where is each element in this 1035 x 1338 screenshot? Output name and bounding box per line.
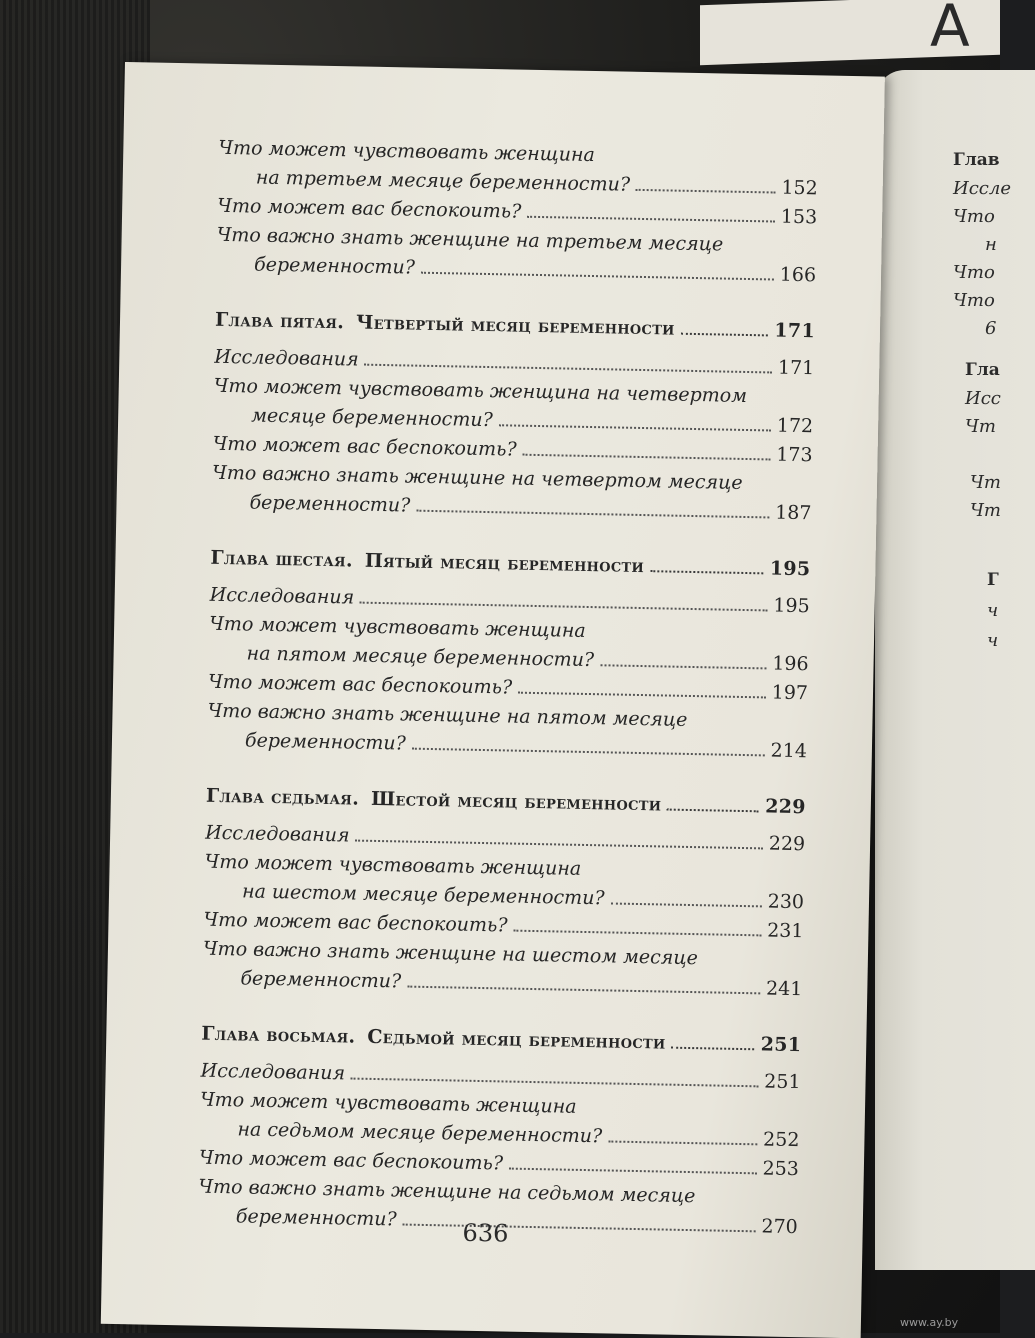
facing-page-fragment: Что [953, 262, 995, 283]
dot-leader [600, 664, 766, 669]
entry-page: 252 [762, 1128, 800, 1152]
dot-leader [416, 510, 769, 519]
entry-text: Что может чувствовать женщина [209, 612, 586, 642]
chapter-title: Четвертый месяц беременности [355, 311, 675, 340]
chapter-page: 229 [765, 795, 807, 819]
facing-page-fragment: 6 [985, 318, 997, 339]
chapter-page: 251 [760, 1033, 802, 1057]
dot-leader [365, 364, 772, 374]
dot-leader [355, 840, 762, 850]
entry-page: 173 [776, 443, 813, 467]
dot-leader [523, 454, 771, 461]
facing-page-fragment: ч [987, 630, 999, 651]
entry-text: Что может чувствовать женщина [204, 850, 582, 880]
entry-page: 214 [770, 739, 808, 763]
chapter-title: Седьмой месяц беременности [367, 1025, 666, 1054]
entry-text: беременности? [253, 253, 416, 279]
watermark: www.ay.by [900, 1316, 959, 1329]
toc-chapter [216, 134, 819, 290]
facing-page-fragment: ч [987, 600, 999, 621]
facing-page-fragment: Чт [970, 500, 1001, 521]
chapter-label: Глава седьмая. [205, 784, 360, 810]
entry-text: Что может вас беспокоить? [198, 1146, 504, 1175]
dot-leader [412, 748, 765, 757]
entry-text: Что важно знать женщине на шестом месяце [202, 937, 699, 970]
chapter-page: 171 [774, 319, 816, 343]
dot-leader [499, 424, 771, 431]
entry-text: Что может чувствовать женщина [199, 1088, 577, 1118]
entry-text: Что важно знать женщине на пятом месяце [207, 699, 688, 731]
dot-leader [509, 1168, 757, 1175]
dot-leader [421, 272, 774, 281]
toc-chapter [198, 1023, 802, 1242]
entry-text: Что может вас беспокоить? [212, 432, 517, 461]
entry-text: на шестом месяце беременности? [241, 880, 605, 910]
chapter-label: Глава шестая. [210, 546, 354, 572]
background-card-letter: А [930, 0, 970, 60]
entry-page: 196 [772, 652, 809, 676]
entry-text: на третьем месяце беременности? [255, 166, 631, 196]
entry-text: Исследования [214, 345, 359, 371]
facing-page-fragment: Гла [965, 360, 1000, 380]
dot-leader [407, 986, 760, 995]
facing-page-fragment: Г [987, 570, 999, 590]
dot-leader [608, 1140, 757, 1145]
dot-leader [518, 692, 766, 699]
facing-page-fragment: Что [953, 206, 995, 227]
entry-text: Исследования [205, 821, 350, 847]
facing-page-fragment: Чт [970, 472, 1001, 493]
chapter-label: Глава восьмая. [201, 1022, 356, 1048]
dot-leader [636, 189, 775, 194]
chapter-title: Шестой месяц беременности [370, 787, 662, 816]
entry-page: 230 [767, 890, 805, 914]
entry-text: Что важно знать женщине на третьем месяце [216, 223, 724, 256]
toc-entry [202, 935, 803, 1005]
entry-page: 197 [771, 681, 809, 705]
entry-page: 153 [780, 205, 818, 229]
table-of-contents [197, 134, 819, 1272]
facing-page-fragment: Чт [965, 416, 996, 437]
entry-text: беременности? [240, 967, 402, 993]
entry-text: Что важно знать женщине на седьмом месяце [198, 1175, 696, 1208]
toc-entry [207, 697, 808, 767]
chapter-page: 195 [769, 557, 811, 581]
entry-page: 152 [781, 176, 818, 200]
dot-leader [671, 1047, 754, 1051]
facing-page [875, 70, 1035, 1270]
toc-chapter [202, 785, 806, 1004]
page-number: 636 [462, 1218, 509, 1248]
book-page [101, 62, 885, 1338]
chapter-title: Пятый месяц беременности [364, 549, 645, 578]
facing-page-fragment: н [985, 234, 997, 255]
entry-text: на пятом месяце беременности? [246, 642, 595, 672]
dot-leader [681, 333, 769, 337]
entry-text: Что может вас беспокоить? [207, 670, 513, 699]
toc-entry [216, 221, 817, 291]
chapter-label: Глава пятая. [214, 308, 345, 334]
entry-page: 251 [764, 1070, 801, 1094]
facing-page-fragment: Иссле [953, 178, 1011, 199]
entry-page: 231 [766, 919, 804, 943]
dot-leader [513, 930, 761, 937]
facing-page-fragment: Что [953, 290, 995, 311]
dot-leader [403, 1224, 756, 1233]
entry-text: Исследования [200, 1059, 346, 1085]
entry-page: 241 [765, 977, 803, 1001]
dot-leader [351, 1078, 758, 1088]
entry-text: на седьмом месяце беременности? [237, 1118, 603, 1148]
entry-text: беременности? [235, 1205, 397, 1231]
entry-page: 270 [761, 1215, 798, 1239]
entry-text: Что может чувствовать женщина [218, 136, 596, 167]
entry-text: Что может чувствовать женщина на четвертом [213, 374, 748, 407]
dot-leader [610, 902, 761, 907]
toc-chapter [207, 547, 811, 766]
entry-page: 229 [768, 832, 806, 856]
entry-text: Что важно знать женщине на четвертом месяце [211, 461, 743, 494]
entry-text: беременности? [244, 729, 406, 755]
entry-page: 195 [773, 594, 810, 618]
entry-text: месяце беременности? [251, 404, 493, 432]
toc-chapter [211, 309, 815, 528]
entry-page: 171 [777, 356, 815, 380]
dot-leader [527, 216, 775, 223]
entry-page: 172 [776, 414, 814, 438]
entry-text: Что может вас беспокоить? [203, 908, 508, 937]
entry-page: 166 [779, 263, 817, 287]
entry-text: Что может вас беспокоить? [217, 194, 522, 223]
facing-page-fragment: Исс [965, 388, 1001, 409]
toc-entry [211, 459, 812, 529]
entry-text: Исследования [209, 583, 355, 609]
facing-page-fragment: Глав [953, 150, 1000, 170]
entry-page: 187 [774, 501, 812, 525]
dot-leader [667, 809, 759, 813]
dot-leader [650, 570, 764, 574]
entry-text: беременности? [249, 491, 411, 517]
dot-leader [360, 602, 767, 612]
entry-page: 253 [762, 1157, 800, 1181]
